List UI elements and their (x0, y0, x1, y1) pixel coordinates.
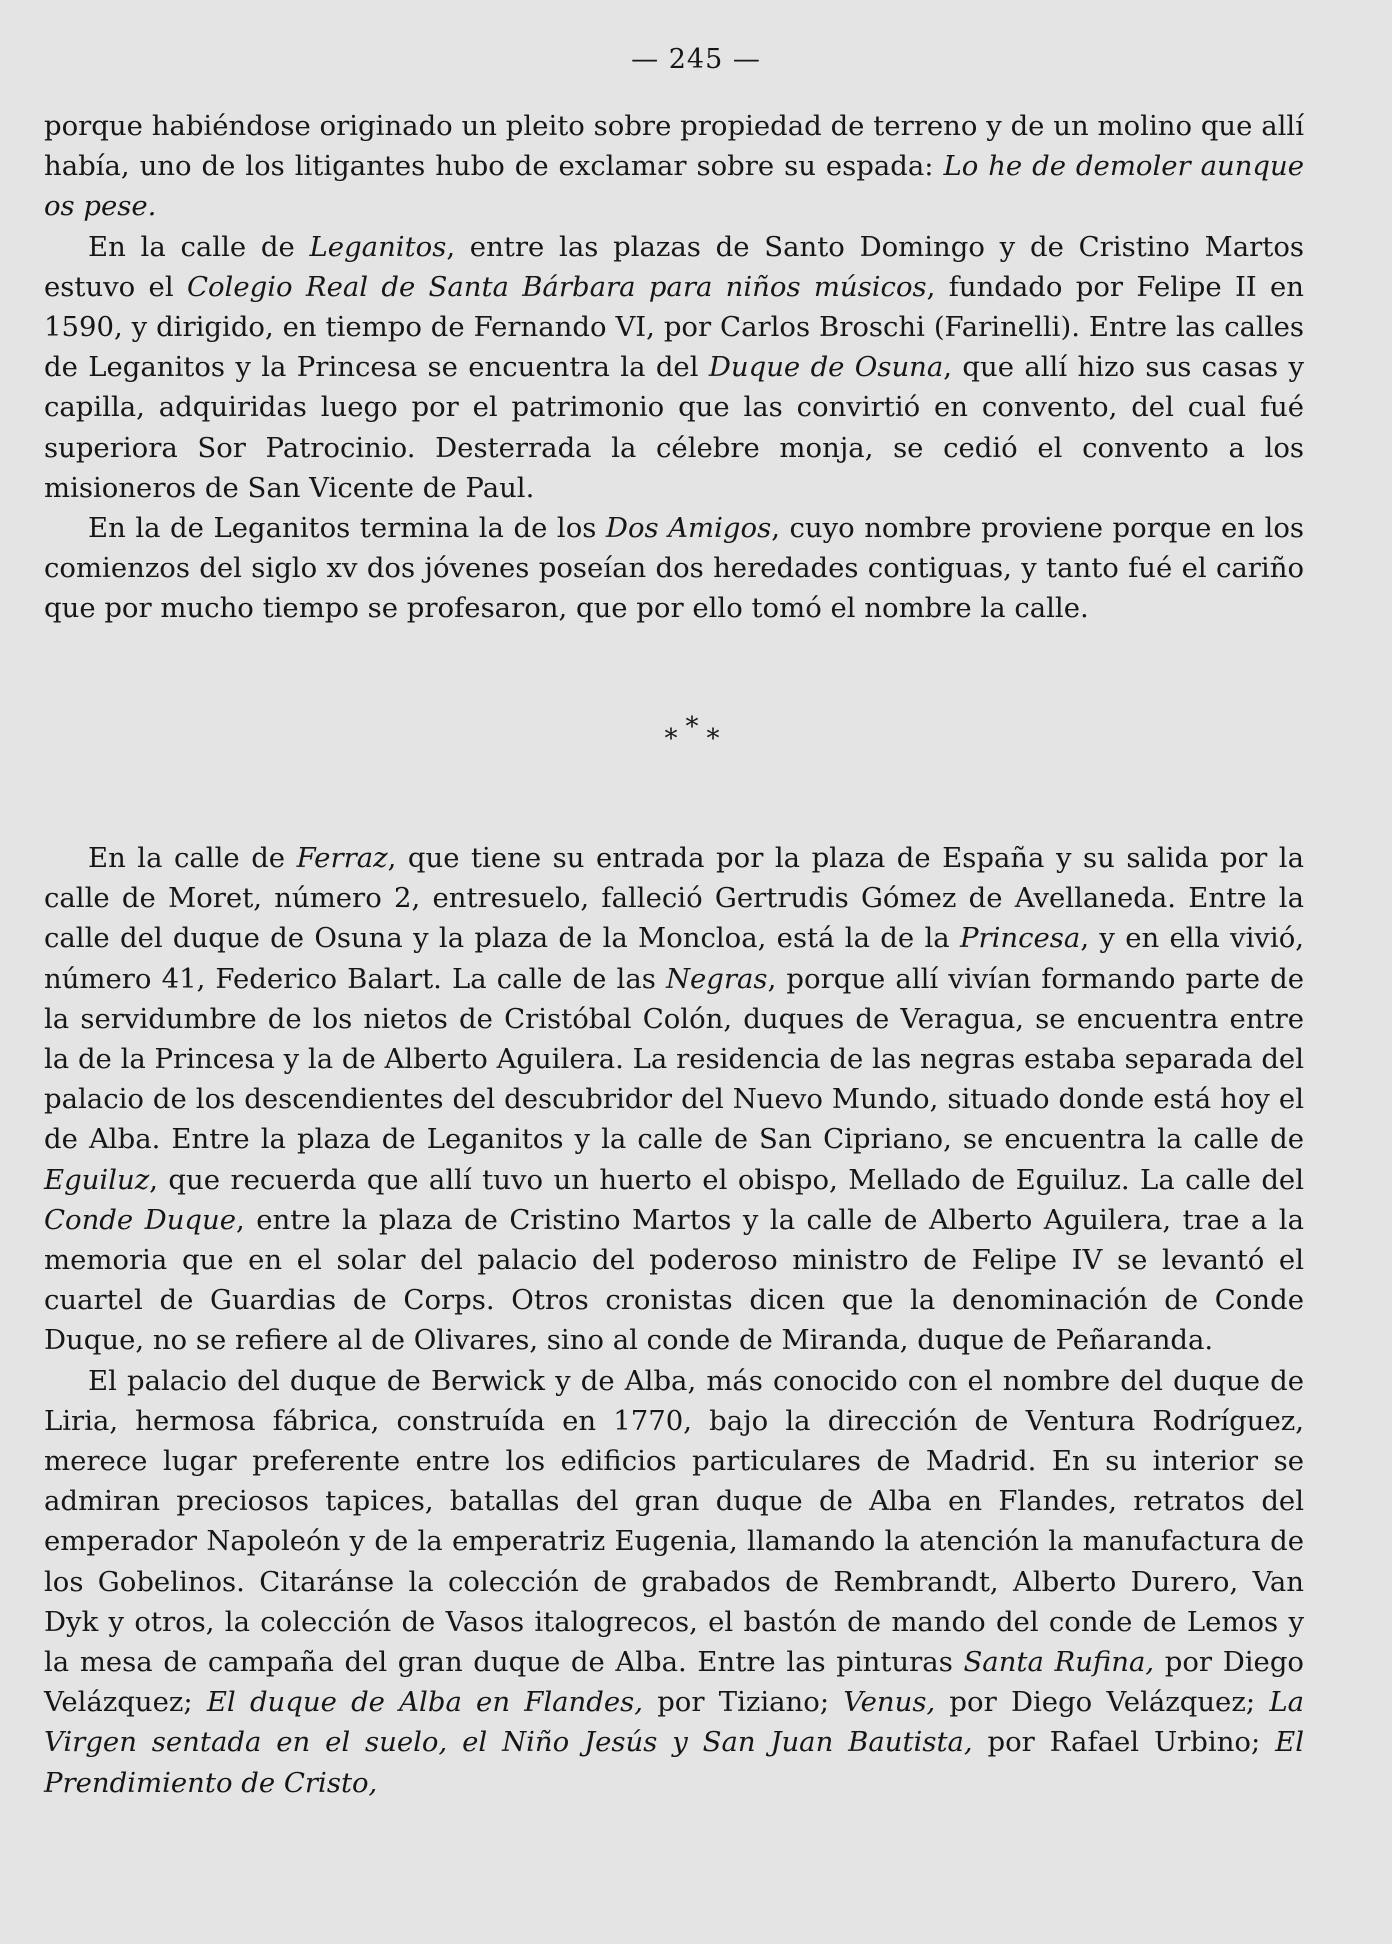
page-number: — 245 — (631, 44, 761, 75)
text-run: , que tiene su entrada por la plaza de España y su salida por la calle de Moret, número 2, entresuelo, falleció Gertrudis Gómez de Avellaneda. Entre la calle del duque de Osuna y la plaza de la Moncloa, está la de la (44, 842, 1304, 955)
text-run: por Diego Velázquez; (935, 1686, 1270, 1719)
italic-text: La Virgen sentada en el suelo, el Niño Jesús y San Juan Bautista, (44, 1686, 1304, 1759)
paragraph (44, 227, 1304, 508)
text-run: por Diego Velázquez; (44, 1646, 1304, 1719)
paragraph (44, 838, 1304, 1361)
text-run: En la calle de (88, 230, 310, 263)
text-run: , que recuerda que allí tuvo un huerto el obispo, Mellado de Eguiluz. La calle del (149, 1163, 1304, 1196)
text-run: por Rafael Urbino; (972, 1726, 1276, 1759)
italic-text: Ferraz (296, 842, 388, 874)
italic-text: Venus, (843, 1686, 936, 1719)
text-run: En la de Leganitos termina la de los (88, 512, 606, 545)
text-run: porque habiéndose originado un pleito sobre propiedad de terreno y de un molino que allí había, uno de los litigantes hubo de exclamar sobre su espada: (44, 110, 1304, 183)
text-section-top (44, 106, 1304, 629)
text-run: , entre las plazas de Santo Domingo y de Cristino Martos estuvo el (44, 230, 1304, 303)
italic-text: Dos Amigos (605, 512, 772, 545)
text-run: En la calle de (88, 842, 297, 874)
text-run: El palacio del duque de Berwick y de Alba, más conocido con el nombre del duque de Liria, hermosa fábrica, construída en 1770, bajo la dirección de Ventura Rodríguez, merece lugar preferente entre los edificios particulares de Madrid. En su interior se admiran preciosos tapices, batallas del gran duque de Alba en Flandes, retratos del emperador Napoleón y de la emperatriz Eugenia, llamando la atención la manufactura de los Gobelinos. Citaránse la colección de grabados de Rembrandt, Alberto Durero, Van Dyk y otros, la colección de Vasos italogrecos, el bastón de mando del conde de Lemos y la mesa de campaña del gran duque de Alba. Entre las pinturas (44, 1364, 1304, 1679)
text-run: por Tiziano; (642, 1686, 844, 1719)
text-run: , y en ella vivió, número 41, Federico Balart. La calle de las (44, 922, 1304, 995)
italic-text: El Prendimiento de Cristo, (44, 1726, 1304, 1799)
italic-text: Negras (665, 962, 768, 995)
section-separator-asterisks (0, 712, 1392, 754)
text-section-bottom (44, 838, 1304, 1803)
italic-text: Santa Rufina, (963, 1646, 1155, 1679)
italic-text: Duque de Osuna (708, 351, 944, 384)
italic-text: Conde Duque (44, 1203, 237, 1236)
paragraph (44, 508, 1304, 629)
text-run: , que allí hizo sus casas y capilla, adquiridas luego por el patrimonio que las convirtió en convento, del cual fué superiora Sor Patrocinio. Desterrada la célebre monja, se cedió el convento a los misioneros de San Vicente de Paul. (44, 351, 1304, 504)
text-run: , entre la plaza de Cristino Martos y la calle de Alberto Aguilera, trae a la memoria que en el solar del palacio del poderoso ministro de Felipe IV se levantó el cuartel de Guardias de Corps. Otros cronistas dicen que la denominación de Conde Duque, no se refiere al de Olivares, sino al conde de Miranda, duque de Peñaranda. (44, 1203, 1304, 1357)
italic-text: Princesa (959, 922, 1081, 955)
text-run: , porque allí vivían formando parte de la servidumbre de los nietos de Cristóbal Colón, duques de Veragua, se encuentra entre la de la Princesa y la de Alberto Aguilera. La residencia de las negras estaba separada del palacio de los descendientes del descubridor del Nuevo Mundo, situado donde está hoy el de Alba. Entre la plaza de Leganitos y la calle de San Cipriano, se encuentra la calle de (44, 962, 1304, 1156)
italic-text: El duque de Alba en Flandes, (206, 1686, 643, 1719)
asterisk: * (706, 724, 728, 754)
paragraph (44, 1361, 1304, 1803)
italic-text: Colegio Real de Santa Bárbara para niños músicos (186, 270, 927, 303)
paragraph (44, 106, 1304, 227)
italic-text: Lo he de demoler aunque os pese. (44, 150, 1305, 223)
asterisk: * (664, 724, 686, 754)
text-run: , cuyo nombre proviene porque en los comienzos del siglo xv dos jóvenes poseían dos heredades contiguas, y tanto fué el cariño que por mucho tiempo se profesaron, que por ello tomó el nombre la calle. (44, 512, 1304, 625)
italic-text: Eguiluz (44, 1163, 150, 1196)
text-run: , fundado por Felipe II en 1590, y dirigido, en tiempo de Fernando VI, por Carlos Broschi (Farinelli). Entre las calles de Leganitos y la Princesa se encuentra la del (44, 270, 1305, 384)
asterisk: * (685, 712, 707, 742)
italic-text: Leganitos (309, 230, 447, 263)
